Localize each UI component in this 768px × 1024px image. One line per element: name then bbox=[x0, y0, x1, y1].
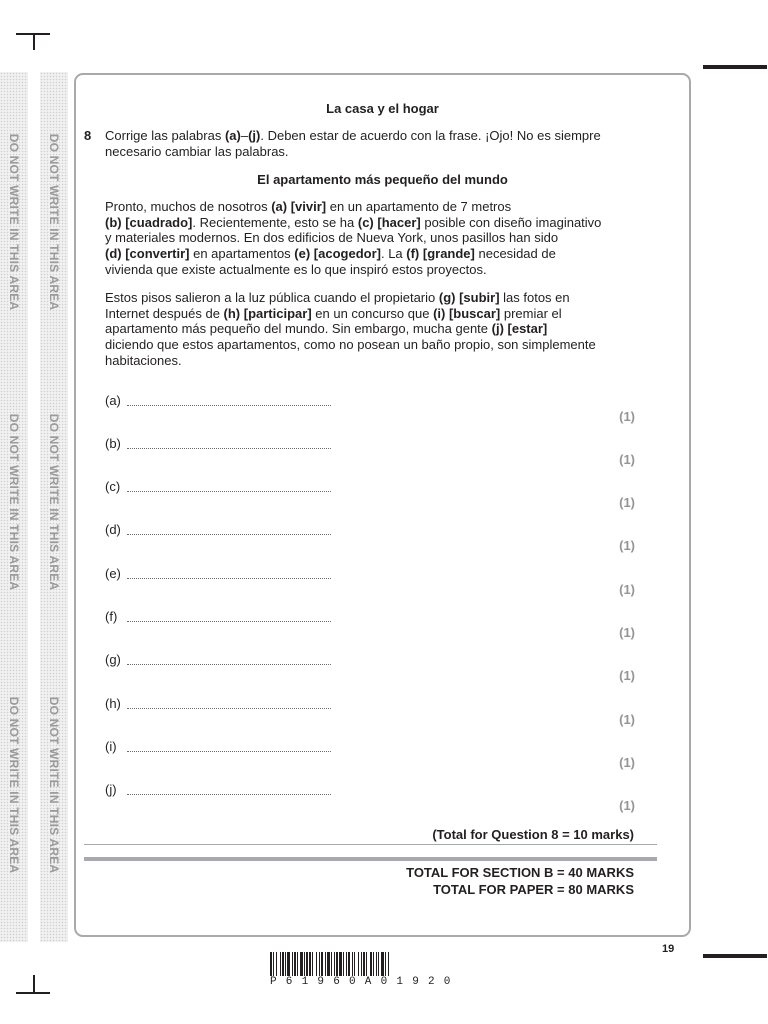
answer-row-g bbox=[105, 652, 635, 688]
mark-value: (1) bbox=[619, 582, 635, 597]
mark-value: (1) bbox=[619, 625, 635, 640]
answer-line-c[interactable] bbox=[127, 491, 331, 492]
article-paragraph-1 bbox=[105, 199, 625, 278]
edge-tab-mark-top bbox=[703, 65, 767, 69]
barcode-text: P61960A01920 bbox=[270, 976, 460, 988]
mark-value: (1) bbox=[619, 798, 635, 813]
paragraph-line: habitaciones. bbox=[105, 352, 182, 368]
paragraph-line: diciendo que estos apartamentos, como no posean un baño propio, son simplemente bbox=[105, 337, 596, 353]
crop-mark-top-v bbox=[33, 33, 35, 50]
answer-line-d[interactable] bbox=[127, 534, 331, 535]
mark-value: (1) bbox=[619, 712, 635, 727]
page-number: 19 bbox=[662, 943, 675, 955]
margin-notice: DO NOT WRITE IN THIS AREA bbox=[47, 413, 61, 591]
answer-row-e bbox=[105, 566, 635, 602]
paragraph-line: Pronto, muchos de nosotros (a) [vivir] en un apartamento de 7 metros bbox=[105, 199, 512, 214]
article-title: El apartamento más pequeño del mundo bbox=[257, 172, 508, 187]
barcode-bar bbox=[389, 952, 391, 976]
paper-totals bbox=[406, 864, 634, 898]
section-total: TOTAL FOR SECTION B = 40 MARKS bbox=[406, 865, 634, 880]
answer-line-a[interactable] bbox=[127, 405, 331, 406]
mark-value: (1) bbox=[619, 452, 635, 467]
margin-notice: DO NOT WRITE IN THIS AREA bbox=[7, 133, 21, 311]
answer-row-c bbox=[105, 479, 635, 515]
paragraph-line: Estos pisos salieron a la luz pública cuando el propietario (g) [subir] las fotos en bbox=[105, 290, 570, 305]
paragraph-line: (b) [cuadrado]. Recientemente, esto se ha (c) [hacer] posible con diseño imaginativo bbox=[105, 214, 602, 230]
mark-value: (1) bbox=[619, 538, 635, 553]
answer-row-i bbox=[105, 739, 635, 775]
instruction-line-1: Corrige las palabras (a)–(j). Deben estar de acuerdo con la frase. ¡Ojo! No es siempre bbox=[105, 128, 601, 143]
answer-row-a bbox=[105, 393, 635, 429]
paragraph-line: (d) [convertir] en apartamentos (e) [acogedor]. La (f) [grande] necesidad de bbox=[105, 246, 556, 262]
margin-notice: DO NOT WRITE IN THIS AREA bbox=[7, 413, 21, 591]
mark-value: (1) bbox=[619, 409, 635, 424]
paragraph-line: vivienda que existe actualmente es lo que inspiró estos proyectos. bbox=[105, 261, 487, 277]
instruction-line-2: necesario cambiar las palabras. bbox=[105, 143, 289, 159]
answer-line-h[interactable] bbox=[127, 708, 331, 709]
answer-line-j[interactable] bbox=[127, 794, 331, 795]
answer-row-d bbox=[105, 522, 635, 558]
mark-value: (1) bbox=[619, 495, 635, 510]
answer-line-e[interactable] bbox=[127, 578, 331, 579]
divider-thin bbox=[84, 844, 657, 845]
answer-label: (h) bbox=[105, 696, 121, 711]
paper-total: TOTAL FOR PAPER = 80 MARKS bbox=[433, 882, 634, 897]
answer-label: (i) bbox=[105, 739, 117, 754]
answer-row-h bbox=[105, 696, 635, 732]
answer-row-b bbox=[105, 436, 635, 472]
section-title: La casa y el hogar bbox=[326, 101, 439, 116]
answer-label: (c) bbox=[105, 479, 121, 494]
article-paragraph-2 bbox=[105, 290, 625, 369]
mark-value: (1) bbox=[619, 668, 635, 683]
margin-notice: DO NOT WRITE IN THIS AREA bbox=[7, 696, 21, 874]
answer-line-f[interactable] bbox=[127, 621, 331, 622]
answer-label: (j) bbox=[105, 782, 117, 797]
edge-tab-mark-bottom bbox=[703, 954, 767, 958]
paragraph-line: apartamento más pequeño del mundo. Sin embargo, mucha gente (j) [estar] bbox=[105, 321, 548, 337]
answer-label: (f) bbox=[105, 609, 118, 624]
divider-thick bbox=[84, 857, 657, 861]
paragraph-line: Internet después de (h) [participar] en un concurso que (i) [buscar] premiar el bbox=[105, 305, 562, 321]
question-instruction bbox=[105, 128, 625, 159]
answer-label: (b) bbox=[105, 436, 121, 451]
answer-line-b[interactable] bbox=[127, 448, 331, 449]
answer-line-g[interactable] bbox=[127, 664, 331, 665]
question-total: (Total for Question 8 = 10 marks) bbox=[432, 827, 634, 842]
answer-label: (g) bbox=[105, 652, 121, 667]
paragraph-line: y materiales modernos. En dos edificios de Nueva York, unos pasillos han sido bbox=[105, 230, 559, 246]
margin-notice: DO NOT WRITE IN THIS AREA bbox=[47, 696, 61, 874]
answer-label: (a) bbox=[105, 393, 121, 408]
answer-line-i[interactable] bbox=[127, 751, 331, 752]
margin-notice: DO NOT WRITE IN THIS AREA bbox=[47, 133, 61, 311]
answer-label: (e) bbox=[105, 566, 121, 581]
mark-value: (1) bbox=[619, 755, 635, 770]
barcode bbox=[270, 952, 520, 976]
answer-label: (d) bbox=[105, 522, 121, 537]
crop-mark-bottom-v bbox=[33, 975, 35, 993]
answer-row-f bbox=[105, 609, 635, 645]
question-number: 8 bbox=[84, 128, 92, 143]
answer-row-j bbox=[105, 782, 635, 818]
